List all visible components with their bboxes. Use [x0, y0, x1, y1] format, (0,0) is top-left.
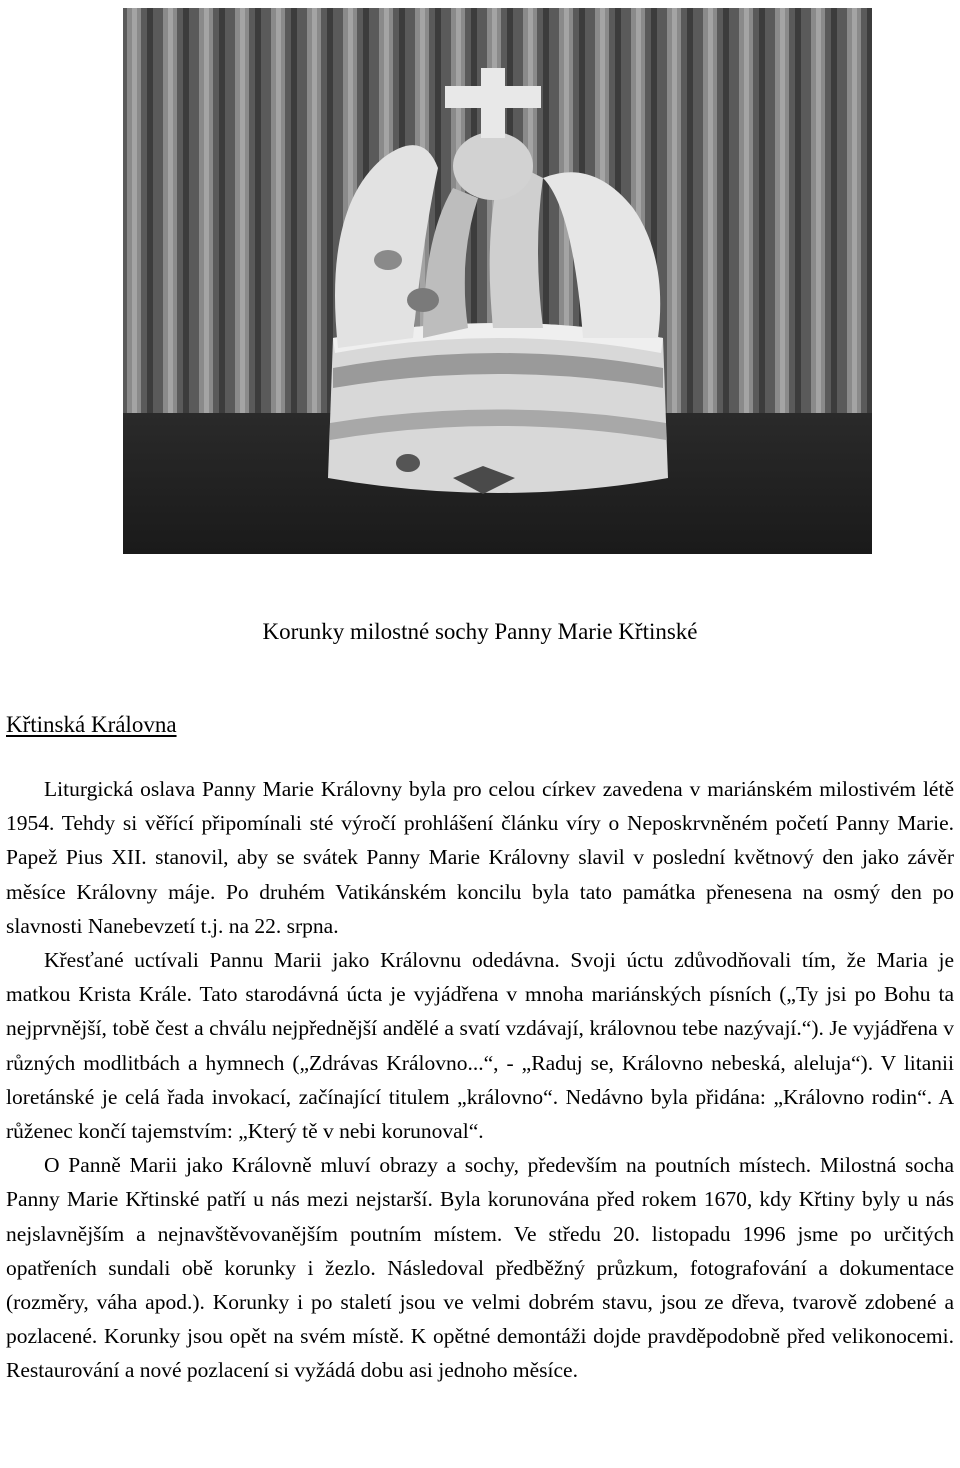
section-title: Křtinská Královna	[6, 712, 177, 737]
paragraph: Křesťané uctívali Pannu Marii jako Královnu odedávna. Svoji úctu zdůvodňovali tím, že Maria je matkou Krista Krále. Tato starodávná úcta je vyjádřena v mnoha mariánských písních („Ty jsi po Bohu ta nejprvnější, tobě čest a chválu nejpřednější andělé a svatí vzdávají, královnou tebe nazývají.“). Je vyjádřena v různých modlitbách a hymnech („Zdrávas Královno...“, - „Raduj se, Královno nebeská, aleluja“). V litanii loretánské je celá řada invokací, začínající titulem „královno“. Nedávno byla přidána: „Královno rodin“. A růženec končí tajemstvím: „Který tě v nebi korunoval“.	[6, 948, 954, 1144]
paragraph: Liturgická oslava Panny Marie Královny byla pro celou církev zavedena v mariánském milostivém létě 1954. Tehdy si věřící připomínali sté výročí prohlášení článku víry o Neposkrvněném početí Panny Marie. Papež Pius XII. stanovil, aby se svátek Panny Marie Královny slavil v poslední květnový den jako závěr měsíce Královny máje. Po druhém Vatikánském koncilu byla tato památka přenesena na osmý den po slavnosti Nanebevzetí t.j. na 22. srpna.	[6, 777, 954, 938]
crown-icon	[123, 8, 872, 554]
paragraph: O Panně Marii jako Královně mluví obrazy a sochy, především na poutních místech. Milostná socha Panny Marie Křtinské patří u nás mezi nejstarší. Byla korunována před rokem 1670, kdy Křtiny byly u nás nejslavnějším a nejnavštěvovanějším poutním místem. Ve středu 20. listopadu 1996 jsme po určitých opatřeních sundali obě korunky i žezlo. Následoval předběžný průzkum, fotografování a dokumentace (rozměry, váha apod.). Korunky i po staletí jsou ve velmi dobrém stavu, jsou ze dřeva, tvarově zdobené a pozlacené. Korunky jsou opět na svém místě. K opětné demontáži dojde pravděpodobně před velikonocemi. Restaurování a nové pozlacení si vyžádá dobu asi jednoho měsíce.	[6, 1153, 954, 1383]
article-body	[6, 772, 954, 1388]
crown-photo	[123, 8, 872, 554]
photo-caption: Korunky milostné sochy Panny Marie Křtinské	[262, 619, 698, 644]
